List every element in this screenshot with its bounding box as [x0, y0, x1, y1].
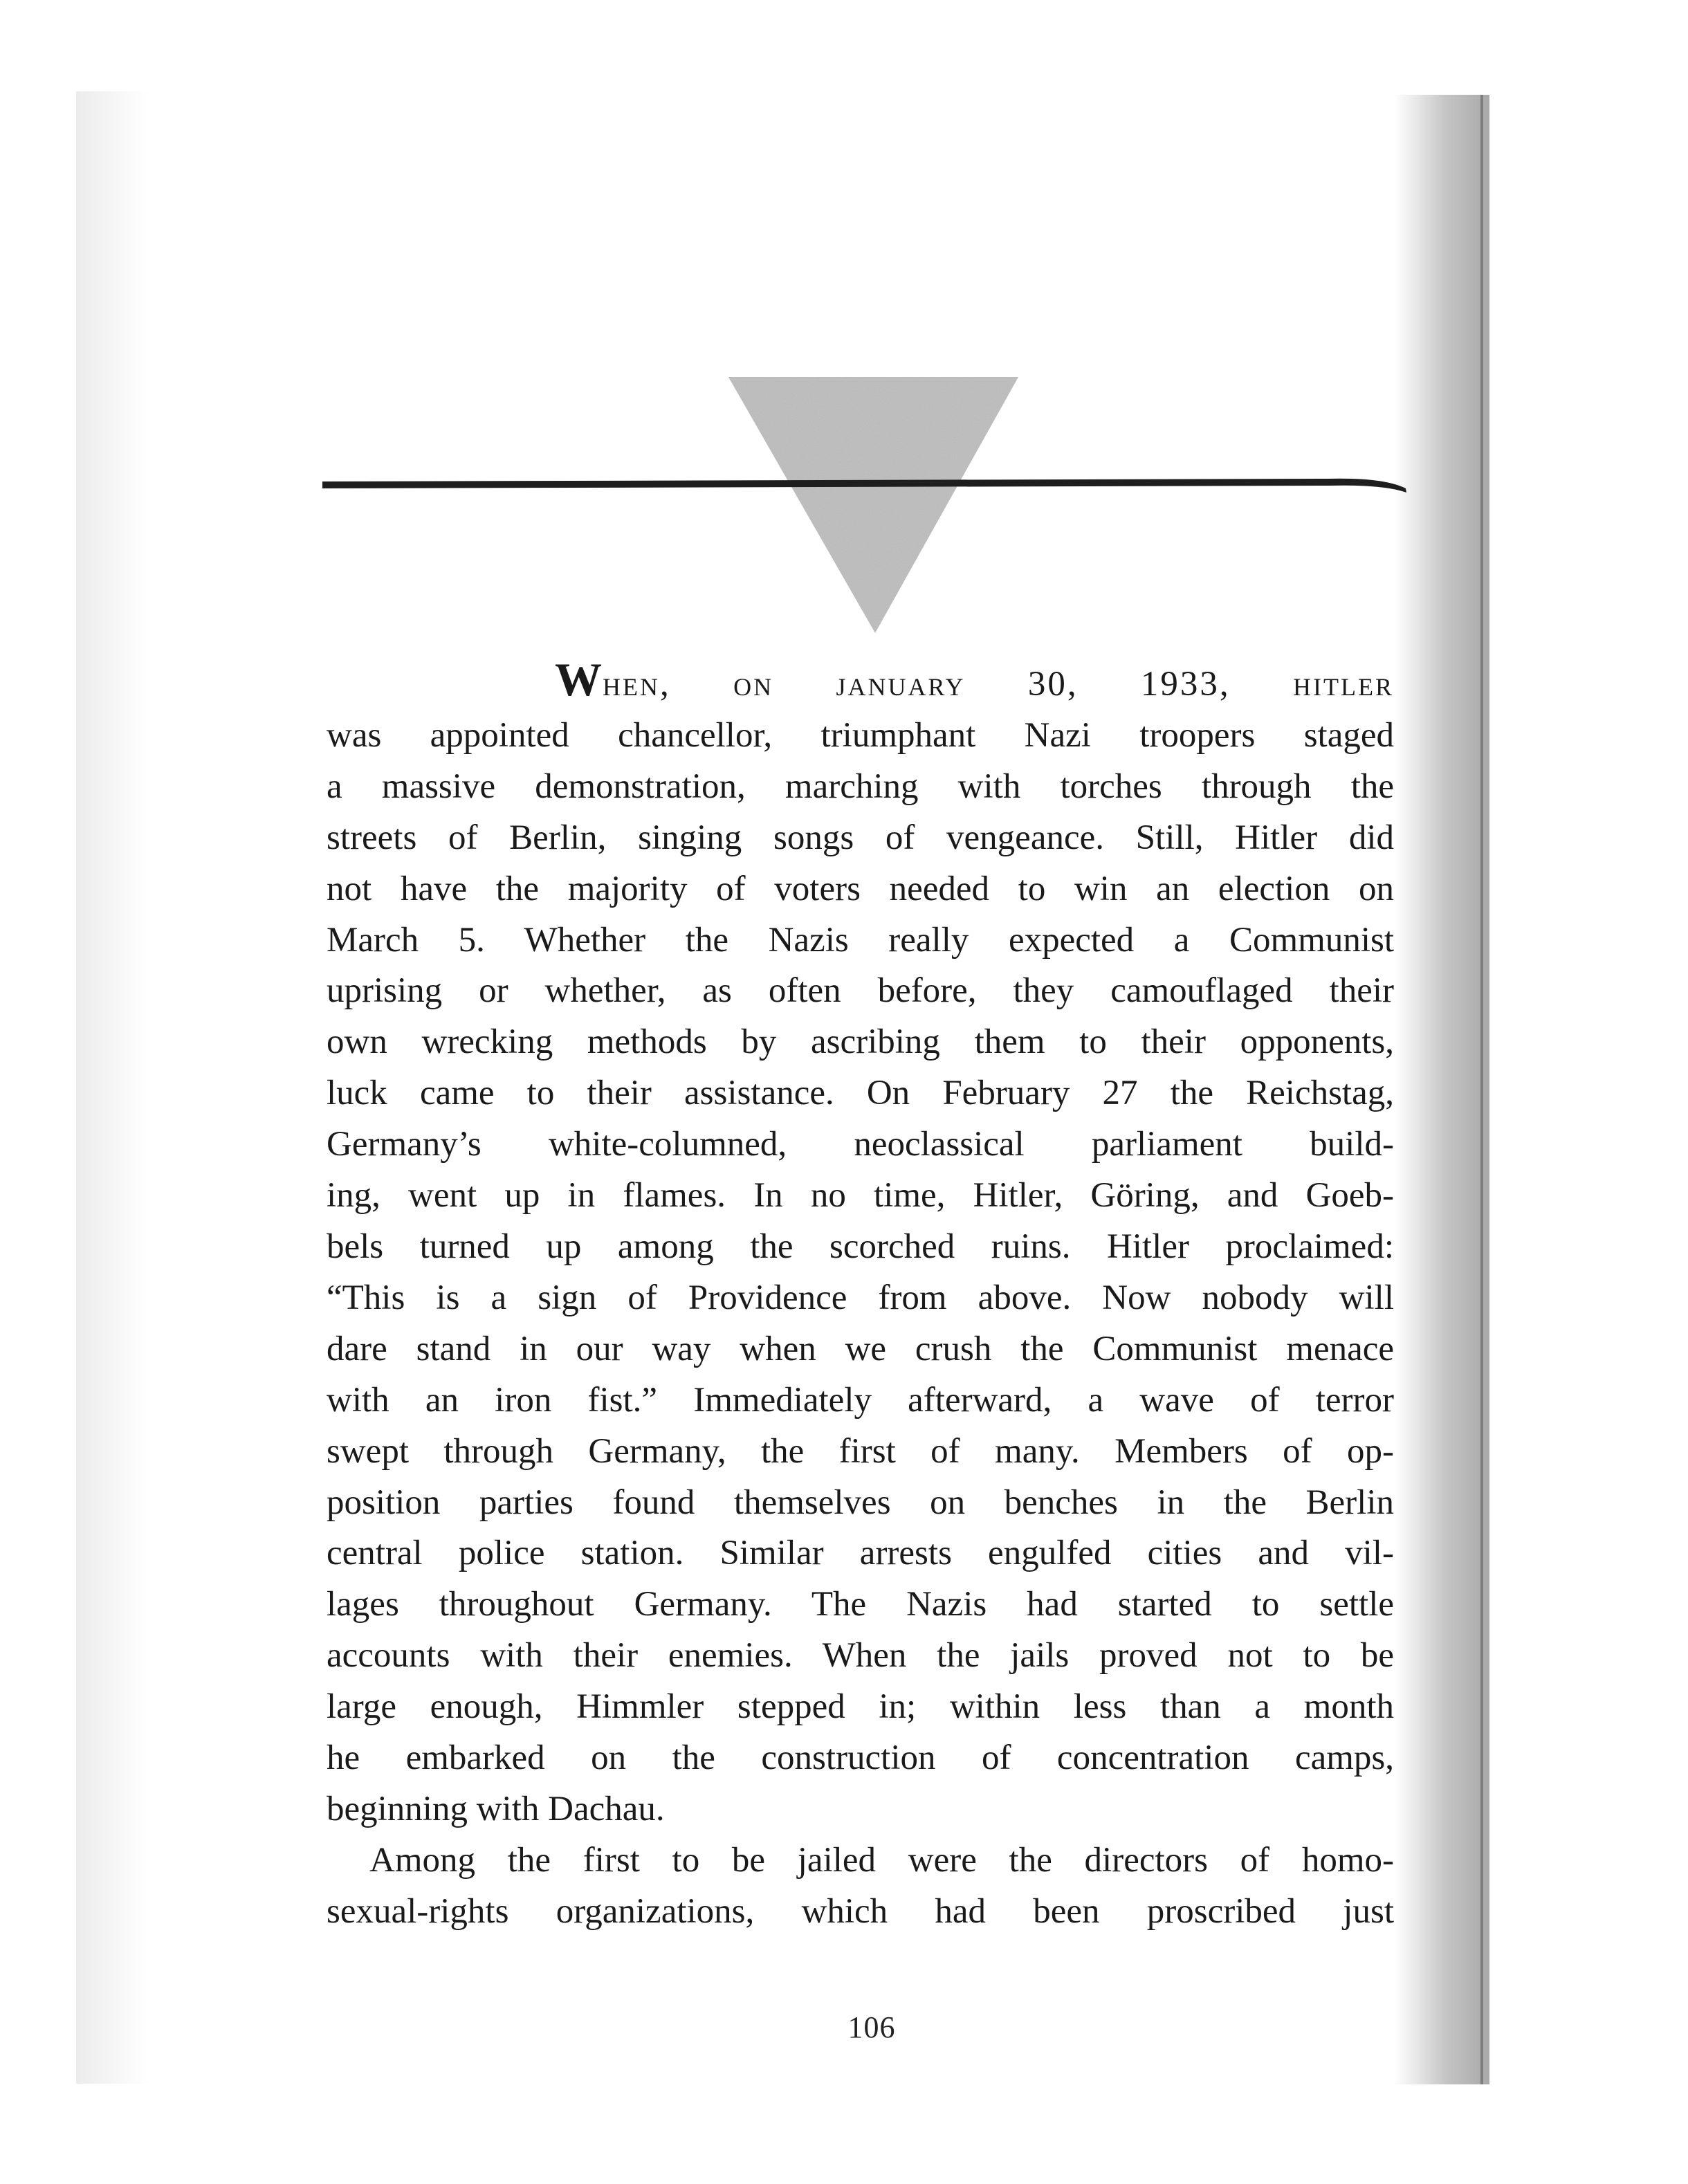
- text-line: lages throughout Germany. The Nazis had started to settle: [327, 1585, 1394, 1624]
- text-line: ing, went up in flames. In no time, Hitler, Göring, and Goeb-: [327, 1176, 1394, 1215]
- text-line: own wrecking methods by ascribing them to their opponents,: [327, 1022, 1394, 1062]
- opening-smallcaps: hen, on january 30, 1933, hitler: [603, 665, 1394, 704]
- text-line: dare stand in our way when we crush the Communist menace: [327, 1329, 1394, 1368]
- text-line: swept through Germany, the first of many. Members of op-: [327, 1431, 1394, 1471]
- text-line: bels turned up among the scorched ruins. Hitler proclaimed:: [327, 1227, 1394, 1266]
- text-line: sexual-rights organizations, which had been proscribed just: [327, 1891, 1394, 1931]
- initial-capital: W: [555, 653, 603, 706]
- text-line: “This is a sign of Providence from above. Now nobody will: [327, 1278, 1394, 1317]
- text-line: position parties found themselves on benches in the Berlin: [327, 1483, 1394, 1522]
- chapter-ornament: [318, 367, 1418, 643]
- text-line: a massive demonstration, marching with torches through the: [327, 767, 1394, 806]
- text-line: Among the first to be jailed were the directors of homo-: [369, 1840, 1394, 1880]
- text-line: was appointed chancellor, triumphant Nazi troopers staged: [327, 715, 1394, 755]
- gutter-fold-line: [1480, 95, 1483, 2084]
- text-line: March 5. Whether the Nazis really expected a Communist: [327, 920, 1394, 960]
- text-line: he embarked on the construction of concentration camps,: [327, 1738, 1394, 1778]
- text-line: uprising or whether, as often before, they camouflaged their: [327, 971, 1394, 1011]
- text-line: central police station. Similar arrests engulfed cities and vil-: [327, 1534, 1394, 1573]
- pink-triangle-icon: [728, 377, 1018, 633]
- scan-left-edge: [76, 91, 149, 2084]
- text-line: beginning with Dachau.: [327, 1789, 665, 1828]
- text-line: large enough, Himmler stepped in; within less than a month: [327, 1687, 1394, 1727]
- text-line: luck came to their assistance. On February 27 the Reichstag,: [327, 1074, 1394, 1113]
- text-line: Germany’s white-columned, neoclassical parliament build-: [327, 1125, 1394, 1164]
- page-number: 106: [847, 2010, 896, 2044]
- opening-line: [327, 653, 1394, 710]
- text-line: with an iron fist.” Immediately afterward, a wave of terror: [327, 1380, 1394, 1420]
- text-line: accounts with their enemies. When the jails proved not to be: [327, 1636, 1394, 1676]
- paragraph-2: [327, 1835, 1394, 1938]
- text-line: streets of Berlin, singing songs of vengeance. Still, Hitler did: [327, 818, 1394, 857]
- body-text: [327, 653, 1394, 1938]
- paragraph-1: [327, 710, 1394, 1835]
- text-line: not have the majority of voters needed to win an election on: [327, 869, 1394, 908]
